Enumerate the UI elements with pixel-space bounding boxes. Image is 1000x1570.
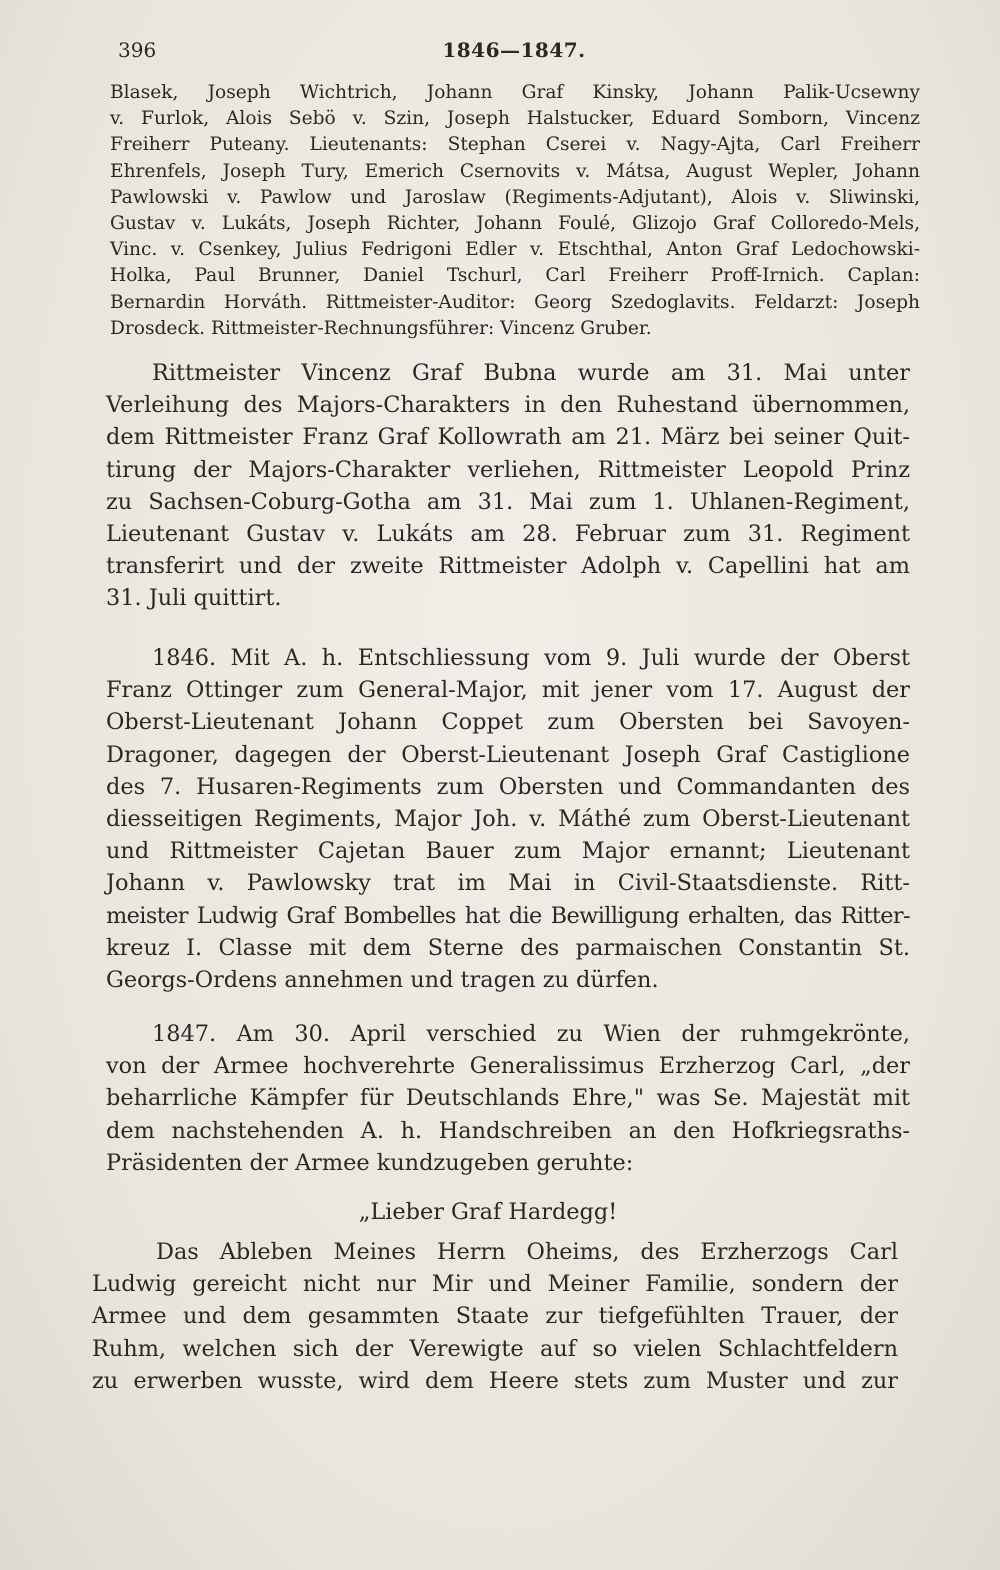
roster-line: Gustav v. Lukáts, Joseph Richter, Johann Foulé, Glizojo Graf Colloredo-Mels, (110, 213, 920, 235)
roster-line: Drosdeck. Rittmeister-Rechnungsführer: Vincenz Gruber. (110, 317, 652, 339)
paragraph-line: 31. Juli quittirt. (106, 585, 282, 612)
roster-line: v. Furlok, Alois Sebö v. Szin, Joseph Halstucker, Eduard Somborn, Vincenz (110, 108, 920, 130)
paragraph-line: kreuz I. Classe mit dem Sterne des parmaischen Constantin St. (106, 934, 910, 961)
letter-line: Armee und dem gesammten Staate zur tiefgefühlten Trauer, der (92, 1303, 898, 1330)
paragraph-line: beharrliche Kämpfer für Deutschlands Ehre," was Se. Majestät mit (106, 1085, 910, 1112)
officer-roster (110, 80, 920, 342)
page-number: 396 (118, 38, 157, 62)
roster-line: Blasek, Joseph Wichtrich, Johann Graf Kinsky, Johann Palik-Ucsewny (110, 82, 920, 103)
paragraph-line: von der Armee hochverehrte Generalissimus Erzherzog Carl, „der (106, 1053, 910, 1080)
paragraph-1847 (106, 1018, 910, 1179)
letter-salutation: „Lieber Graf Hardegg! (358, 1199, 618, 1225)
paragraph-line: Lieutenant Gustav v. Lukáts am 28. Februar zum 31. Regiment (106, 521, 910, 548)
paragraph-line: Oberst-Lieutenant Johann Coppet zum Obersten bei Savoyen- (106, 709, 910, 736)
letter-line: Das Ableben Meines Herrn Oheims, des Erzherzogs Carl (156, 1239, 898, 1265)
paragraph-line: Dragoner, dagegen der Oberst-Lieutenant Joseph Graf Castiglione (106, 741, 910, 768)
roster-line: Freiherr Puteany. Lieutenants: Stephan Cserei v. Nagy-Ajta, Carl Freiherr (110, 134, 920, 156)
roster-line: Holka, Paul Brunner, Daniel Tschurl, Carl Freiherr Proff-Irnich. Caplan: (110, 265, 920, 287)
letter-line: zu erwerben wusste, wird dem Heere stets zum Muster und zur (92, 1367, 898, 1394)
paragraph-line: des 7. Husaren-Regiments zum Obersten und Commandanten des (106, 773, 910, 800)
running-title: 1846—1847. (442, 38, 586, 62)
paragraph-line: diesseitigen Regiments, Major Joh. v. Máthé zum Oberst-Lieutenant (106, 806, 910, 833)
paragraph-rittmeister (106, 357, 910, 615)
paragraph-line: 1846. Mit A. h. Entschliessung vom 9. Juli wurde der Oberst (152, 645, 910, 671)
paragraph-line: Franz Ottinger zum General-Major, mit jener vom 17. August der (106, 677, 910, 704)
roster-line: Pawlowski v. Pawlow und Jaroslaw (Regiments-Adjutant), Alois v. Sliwinski, (110, 186, 920, 208)
paragraph-line: zu Sachsen-Coburg-Gotha am 31. Mai zum 1. Uhlanen-Regiment, (106, 488, 910, 515)
page-header (118, 38, 910, 68)
paragraph-line: tirung der Majors-Charakter verliehen, Rittmeister Leopold Prinz (106, 456, 910, 483)
letter-line: Ludwig gereicht nicht nur Mir und Meiner Familie, sondern der (92, 1271, 898, 1298)
paragraph-1846 (106, 642, 910, 996)
paragraph-line: dem Rittmeister Franz Graf Kollowrath am 21. März bei seiner Quit- (106, 424, 910, 451)
paragraph-line: 1847. Am 30. April verschied zu Wien der ruhmgekrönte, (152, 1021, 910, 1047)
roster-line: Vinc. v. Csenkey, Julius Fedrigoni Edler v. Etschthal, Anton Graf Ledochowski- (110, 239, 920, 261)
paragraph-line: transferirt und der zweite Rittmeister Adolph v. Capellini hat am (106, 553, 910, 580)
paragraph-line: dem nachstehenden A. h. Handschreiben an den Hofkriegsraths- (106, 1117, 910, 1144)
paragraph-line: Johann v. Pawlowsky trat im Mai in Civil-Staatsdienste. Ritt- (106, 870, 910, 897)
letter-salutation-block (106, 1196, 910, 1228)
roster-line: Ehrenfels, Joseph Tury, Emerich Csernovits v. Mátsa, August Wepler, Johann (110, 160, 920, 182)
paragraph-line: Verleihung des Majors-Charakters in den Ruhestand übernommen, (106, 392, 910, 419)
paragraph-line: Rittmeister Vincenz Graf Bubna wurde am 31. Mai unter (152, 360, 910, 386)
paragraph-line: Präsidenten der Armee kundzugeben geruhte: (106, 1149, 634, 1176)
roster-line: Bernardin Horváth. Rittmeister-Auditor: Georg Szedoglavits. Feldarzt: Joseph (110, 291, 920, 313)
paragraph-line: Georgs-Ordens annehmen und tragen zu dürfen. (106, 967, 659, 994)
letter-body (92, 1236, 898, 1397)
letter-line: Ruhm, welchen sich der Verewigte auf so vielen Schlachtfeldern (92, 1335, 898, 1362)
paragraph-line: meister Ludwig Graf Bombelles hat die Bewilligung erhalten, das Ritter- (106, 902, 910, 929)
paragraph-line: und Rittmeister Cajetan Bauer zum Major ernannt; Lieutenant (106, 838, 910, 865)
